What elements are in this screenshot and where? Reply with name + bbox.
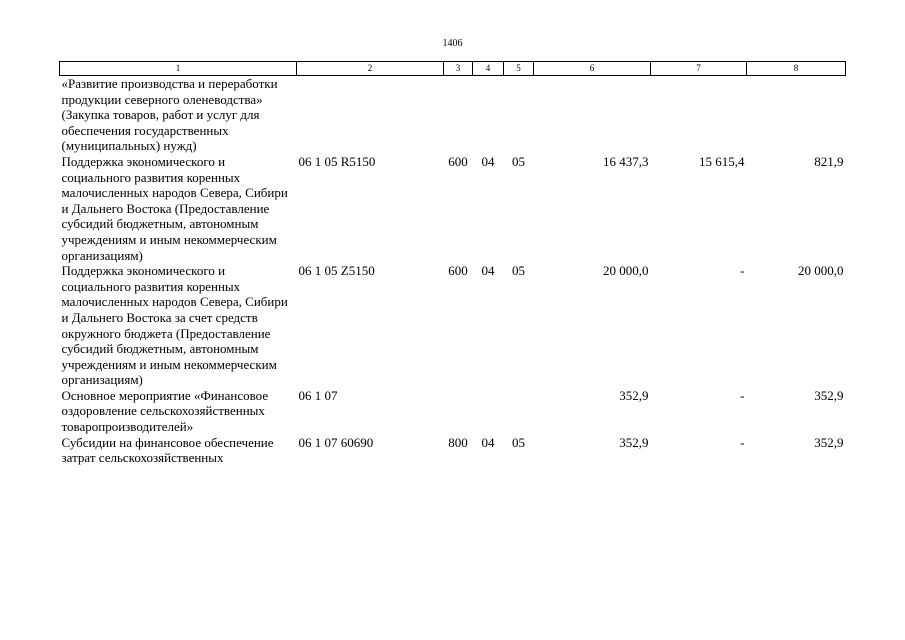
col-header-7: 7	[651, 62, 747, 76]
row-col8: 352,9	[814, 434, 844, 450]
row-col4	[473, 388, 504, 435]
row-col7: 15 615,4	[699, 153, 745, 169]
table-row	[60, 154, 846, 263]
row-code	[297, 76, 444, 154]
col-header-3: 3	[444, 62, 473, 76]
row-col7: -	[740, 387, 745, 403]
col-header-4: 4	[473, 62, 504, 76]
row-col3	[444, 76, 473, 154]
col-header-6: 6	[534, 62, 651, 76]
table-row	[60, 263, 846, 388]
col-header-2: 2	[297, 62, 444, 76]
row-col3	[444, 388, 473, 435]
row-col6: 352,9	[619, 387, 649, 403]
row-description: Поддержка экономического и социального развития коренных малочисленных народов Севера, Сибири и Дальнего Востока (Предоставление субсидий бюджетным, автономным учреждениям и иным некоммерческим организациям)	[61, 153, 288, 263]
budget-table	[59, 61, 846, 466]
row-col8: 821,9	[814, 153, 844, 169]
row-col3: 600	[448, 153, 468, 169]
row-col6: 16 437,3	[603, 153, 649, 169]
row-col8	[747, 76, 846, 154]
col-header-5: 5	[504, 62, 534, 76]
row-col4: 04	[481, 153, 495, 169]
row-col7	[651, 76, 747, 154]
row-col6: 20 000,0	[603, 263, 649, 279]
row-col6: 352,9	[619, 434, 649, 450]
row-description: «Развитие производства и переработки продукции северного оленеводства» (Закупка товаров, работ и услуг для обеспечения государственных (муниципальных) нужд)	[61, 76, 278, 154]
row-col3: 600	[448, 263, 468, 279]
row-col7: -	[740, 434, 745, 450]
row-col5	[504, 76, 534, 154]
row-description: Основное мероприятие «Финансовое оздоровление сельскохозяйственных товаропроизводителей»	[61, 387, 269, 435]
row-col5: 05	[512, 263, 525, 279]
col-header-1: 1	[60, 62, 297, 76]
row-col8: 20 000,0	[798, 263, 844, 279]
row-col4: 04	[481, 263, 495, 279]
row-description: Поддержка экономического и социального развития коренных малочисленных народов Севера, Сибири и Дальнего Востока за счет средств окружного бюджета (Предоставление субсидий бюджетным, автономным учреждениям и иным некоммерческим организациям)	[61, 263, 288, 388]
row-col3: 800	[448, 434, 468, 450]
page-number: 1406	[442, 38, 463, 49]
row-col4	[473, 76, 504, 154]
table-row	[60, 435, 846, 466]
row-code: 06 1 05 Z5150	[298, 263, 375, 279]
row-code: 06 1 07 60690	[298, 434, 374, 450]
row-col4: 04	[481, 434, 495, 450]
row-col5	[504, 388, 534, 435]
row-col7: -	[740, 263, 745, 279]
row-code: 06 1 07	[298, 387, 338, 403]
column-number-header	[60, 62, 846, 76]
col-header-8: 8	[747, 62, 846, 76]
row-col5: 05	[512, 153, 525, 169]
row-code: 06 1 05 R5150	[298, 153, 376, 169]
row-col8: 352,9	[814, 387, 844, 403]
row-description: Субсидии на финансовое обеспечение затрат сельскохозяйственных	[61, 434, 274, 466]
table-row	[60, 76, 846, 154]
row-col5: 05	[512, 434, 525, 450]
table-row	[60, 388, 846, 435]
row-col6	[534, 76, 651, 154]
